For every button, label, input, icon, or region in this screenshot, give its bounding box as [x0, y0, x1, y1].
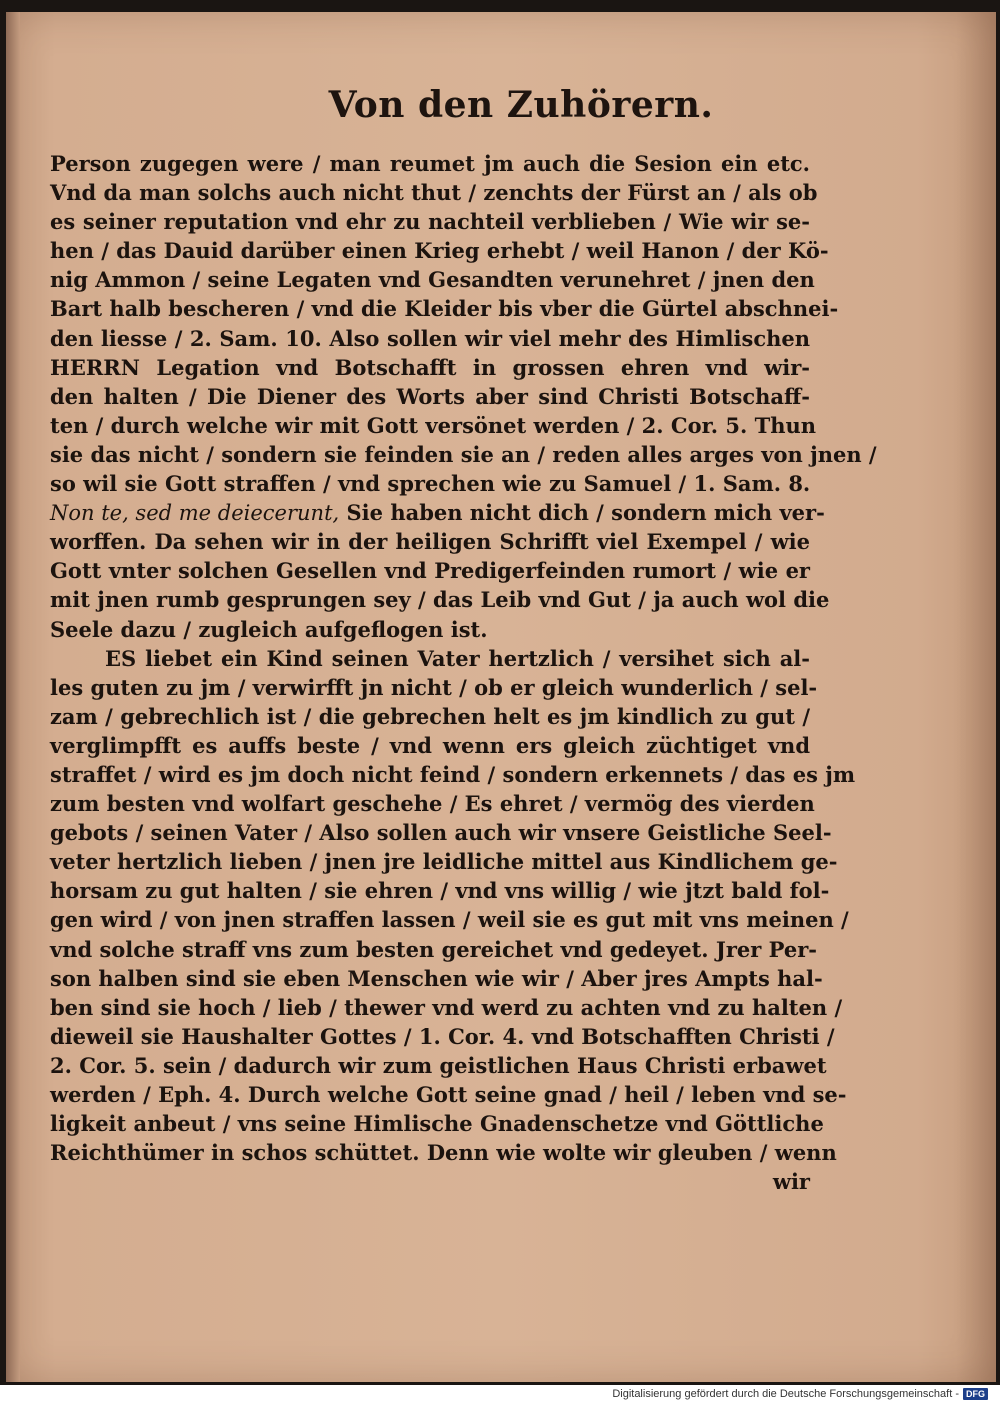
text-line: den liesse / 2. Sam. 10. Also sollen wir viel mehr des Himlischen [50, 325, 810, 351]
text-line-paragraph-start: ES liebet ein Kind seinen Vater hertzlich / versihet sich al- [105, 645, 810, 671]
text-line: les guten zu jm / verwirfft jn nicht / ob er gleich wunderlich / sel- [50, 674, 818, 700]
running-head: Von den Zuhörern. [328, 84, 714, 126]
text-line-latin-quote: Non te, sed me deiecerunt, Sie haben nicht dich / sondern mich ver- [50, 500, 825, 526]
text-line: dieweil sie Haushalter Gottes / 1. Cor. 4. vnd Botschafften Christi / [50, 1023, 835, 1049]
text-line: hen / das Dauid darüber einen Krieg erhebt / weil Hanon / der Kö- [50, 238, 829, 264]
text-line: 2. Cor. 5. sein / dadurch wir zum geistlichen Haus Christi erbawet [50, 1052, 827, 1078]
body-text [50, 149, 877, 1196]
text-line: ligkeit anbeut / vns seine Himlische Gnadenschetze vnd Göttliche [50, 1111, 824, 1137]
dfg-logo-icon: DFG [963, 1388, 988, 1400]
text-line: ben sind sie hoch / lieb / thewer vnd werd zu achten vnd zu halten / [50, 994, 843, 1020]
text-line: zum besten vnd wolfart geschehe / Es ehret / vermög des vierden [50, 791, 815, 817]
text-line: ten / durch welche wir mit Gott versönet werden / 2. Cor. 5. Thun [50, 412, 817, 438]
text-line: veter hertzlich lieben / jnen jre leidliche mittel aus Kindlichem ge- [50, 849, 838, 875]
text-line: worffen. Da sehen wir in der heiligen Schrifft viel Exempel / wie [50, 529, 810, 555]
book-page [6, 12, 996, 1382]
page-gutter-edge [6, 12, 20, 1382]
text-line: Person zugegen were / man reumet jm auch die Sesion ein etc. [50, 151, 810, 176]
text-line: vnd solche straff vns zum besten gereichet vnd gedeyet. Jrer Per- [50, 936, 817, 962]
text-line: sie das nicht / sondern sie feinden sie an / reden alles arges von jnen / [50, 441, 877, 467]
text-line: gen wird / von jnen straffen lassen / weil sie es gut mit vns meinen / [50, 907, 849, 933]
catchword: wir [772, 1169, 810, 1195]
text-line: zam / gebrechlich ist / die gebrechen helt es jm kindlich zu gut / [50, 703, 810, 729]
text-line: HERRN Legation vnd Botschafft in grossen ehren vnd wir- [50, 354, 810, 380]
text-line: es seiner reputation vnd ehr zu nachteil verblieben / Wie wir se- [50, 209, 810, 235]
text-line: nig Ammon / seine Legaten vnd Gesandten verunehret / jnen den [50, 267, 815, 293]
footer-credit-text: Digitalisierung gefördert durch die Deutsche Forschungsgemeinschaft - [612, 1388, 959, 1400]
text-line: horsam zu gut halten / sie ehren / vnd vns willig / wie jtzt bald fol- [50, 878, 830, 904]
text-line: Bart halb bescheren / vnd die Kleider bis vber die Gürtel abschnei- [50, 296, 839, 322]
page-outer-edge [956, 12, 996, 1382]
text-line: so wil sie Gott straffen / vnd sprechen wie zu Samuel / 1. Sam. 8. [50, 471, 811, 497]
text-line: den halten / Die Diener des Worts aber sind Christi Botschaff- [50, 383, 810, 409]
text-line: Gott vnter solchen Gesellen vnd Predigerfeinden rumort / wie er [50, 558, 810, 584]
text-line: Vnd da man solchs auch nicht thut / zenchts der Fürst an / als ob [50, 180, 818, 206]
text-line: son halben sind sie eben Menschen wie wir / Aber jres Ampts hal- [50, 965, 823, 991]
digitization-footer [612, 1388, 988, 1400]
text-line: gebots / seinen Vater / Also sollen auch wir vnsere Geistliche Seel- [50, 820, 832, 846]
text-line: Reichthümer in schos schüttet. Denn wie wolte wir gleuben / wenn [50, 1140, 837, 1166]
text-line: Seele dazu / zugleich aufgeflogen ist. [50, 616, 488, 642]
text-line: straffet / wird es jm doch nicht feind / sondern erkennets / das es jm [50, 761, 856, 787]
text-line: mit jnen rumb gesprungen sey / das Leib vnd Gut / ja auch wol die [50, 587, 830, 613]
text-line: verglimpfft es auffs beste / vnd wenn ers gleich züchtiget vnd [50, 732, 810, 758]
text-line: werden / Eph. 4. Durch welche Gott seine gnad / heil / leben vnd se- [50, 1082, 847, 1107]
